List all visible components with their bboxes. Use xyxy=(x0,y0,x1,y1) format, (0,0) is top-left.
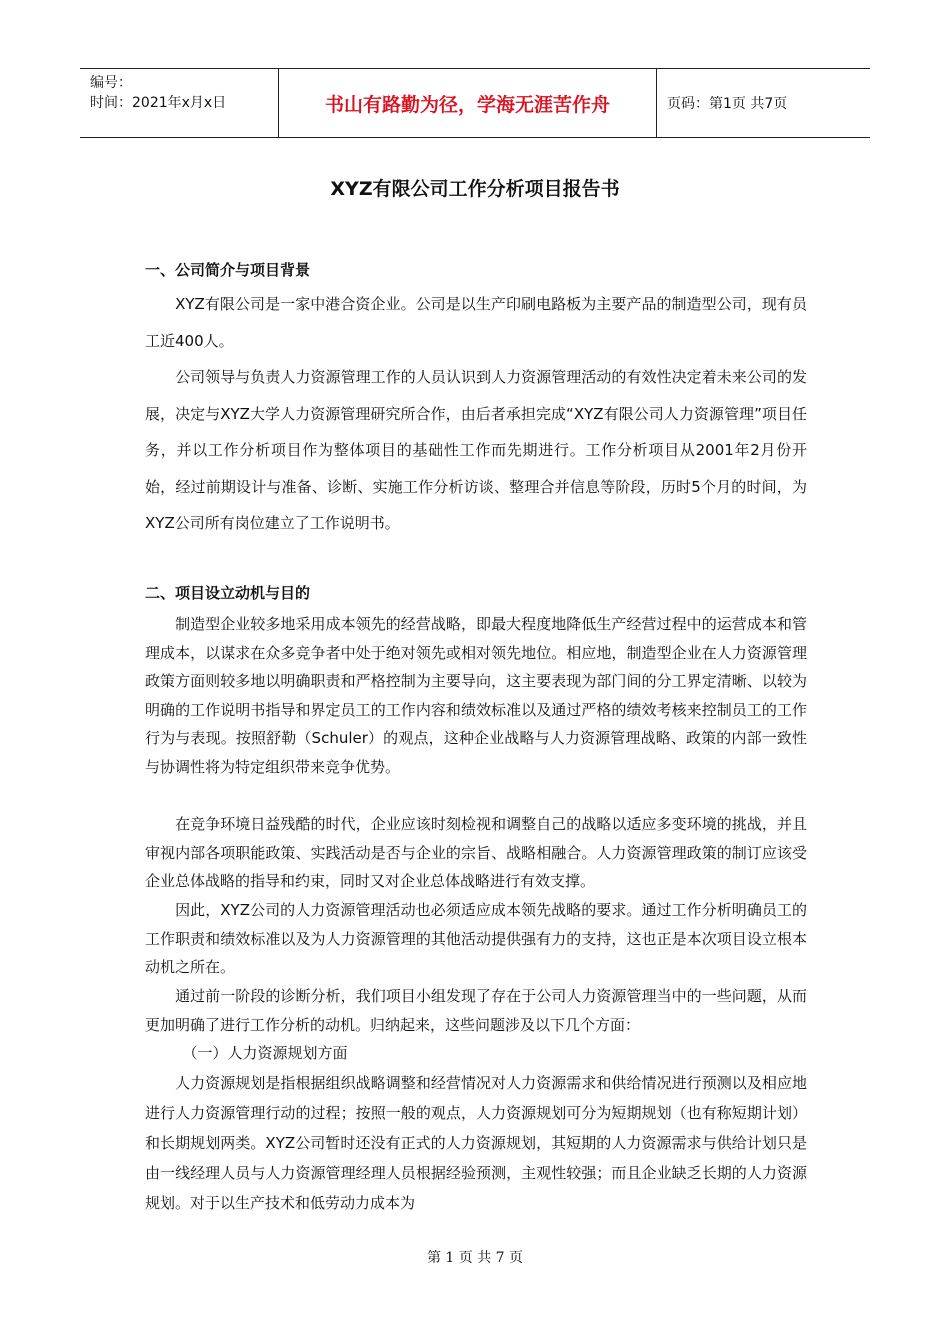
number-label: 编号： xyxy=(90,75,132,91)
document-title: XYZ有限公司工作分析项目报告书 xyxy=(330,178,620,200)
time-label: 时间：2021年x月x日 xyxy=(90,95,227,111)
section2-paragraph-1: 制造型企业较多地采用成本领先的经营战略，即最大程度地降低生产经营过程中的运营成本和管理成本，以谋求在众多竞争者中处于绝对领先或相对领先地位。相应地，制造型企业在人力资源管理政策方面则较多地以明确职责和严格控制为主要导向，这主要表现为部门间的分工界定清晰、以较为明确的工作说明书指导和界定员工的工作内容和绩效标准以及通过严格的绩效考核来控制员工的工作行为与表现。按照舒勒（Schuler）的观点，这种企业战略与人力资源管理战略、政策的内部一致性与协调性将为特定组织带来竞争优势。 xyxy=(145,615,807,776)
section1-paragraph-2: 公司领导与负责人力资源管理工作的人员认识到人力资源管理活动的有效性决定着未来公司的发展，决定与XYZ大学人力资源管理研究所合作，由后者承担完成“XYZ有限公司人力资源管理”项目任务，并以工作分析项目作为整体项目的基础性工作而先期进行。工作分析项目从2001年2月份开始，经过前期设计与准备、诊断、实施工作分析访谈、整理合并信息等阶段，历时5个月的时间，为XYZ公司所有岗位建立了工作说明书。 xyxy=(145,368,807,532)
header-motto: 书山有路勤为径，学海无涯苦作舟 xyxy=(279,69,657,137)
section2-paragraph-5: 人力资源规划是指根据组织战略调整和经营情况对人力资源需求和供给情况进行预测以及相应地进行人力资源管理行动的过程；按照一般的观点，人力资源规划可分为短期规划（也有称短期计划）和长期规划两类。XYZ公司暂时还没有正式的人力资源规划，其短期的人力资源需求与供给计划只是由一线经理人员与人力资源管理经理人员根据经验预测，主观性较强；而且企业缺乏长期的人力资源规划。对于以生产技术和低劳动力成本为 xyxy=(145,1074,807,1212)
section1-paragraph-1: XYZ有限公司是一家中港合资企业。公司是以生产印刷电路板为主要产品的制造型公司，现有员工近400人。 xyxy=(145,295,807,350)
section2-paragraph-4: 通过前一阶段的诊断分析，我们项目小组发现了存在于公司人力资源管理当中的一些问题，从而更加明确了进行工作分析的动机。归纳起来，这些问题涉及以下几个方面： xyxy=(145,987,807,1034)
header-page-label: 页码：第1页 共7页 xyxy=(667,96,788,112)
section2-paragraph-3: 因此，XYZ公司的人力资源管理活动也必须适应成本领先战略的要求。通过工作分析明确员工的工作职责和绩效标准以及为人力资源管理的其他活动提供强有力的支持，这也正是本次项目设立根本动机之所在。 xyxy=(145,901,807,976)
section2-paragraph-2: 在竞争环境日益残酷的时代，企业应该时刻检视和调整自己的战略以适应多变环境的挑战，并且审视内部各项职能政策、实践活动是否与企业的宗旨、战略相融合。人力资源管理政策的制订应该受企业总体战略的指导和约束，同时又对企业总体战略进行有效支撑。 xyxy=(145,815,807,890)
subsection-heading-hr-planning: （一）人力资源规划方面 xyxy=(145,1044,348,1062)
header-meta xyxy=(80,69,279,137)
section2-heading: 二、项目设立动机与目的 xyxy=(145,584,311,602)
section1-heading: 一、公司简介与项目背景 xyxy=(145,261,311,279)
page-header xyxy=(80,68,870,138)
page-footer: 第 1 页 共 7 页 xyxy=(426,1250,524,1266)
